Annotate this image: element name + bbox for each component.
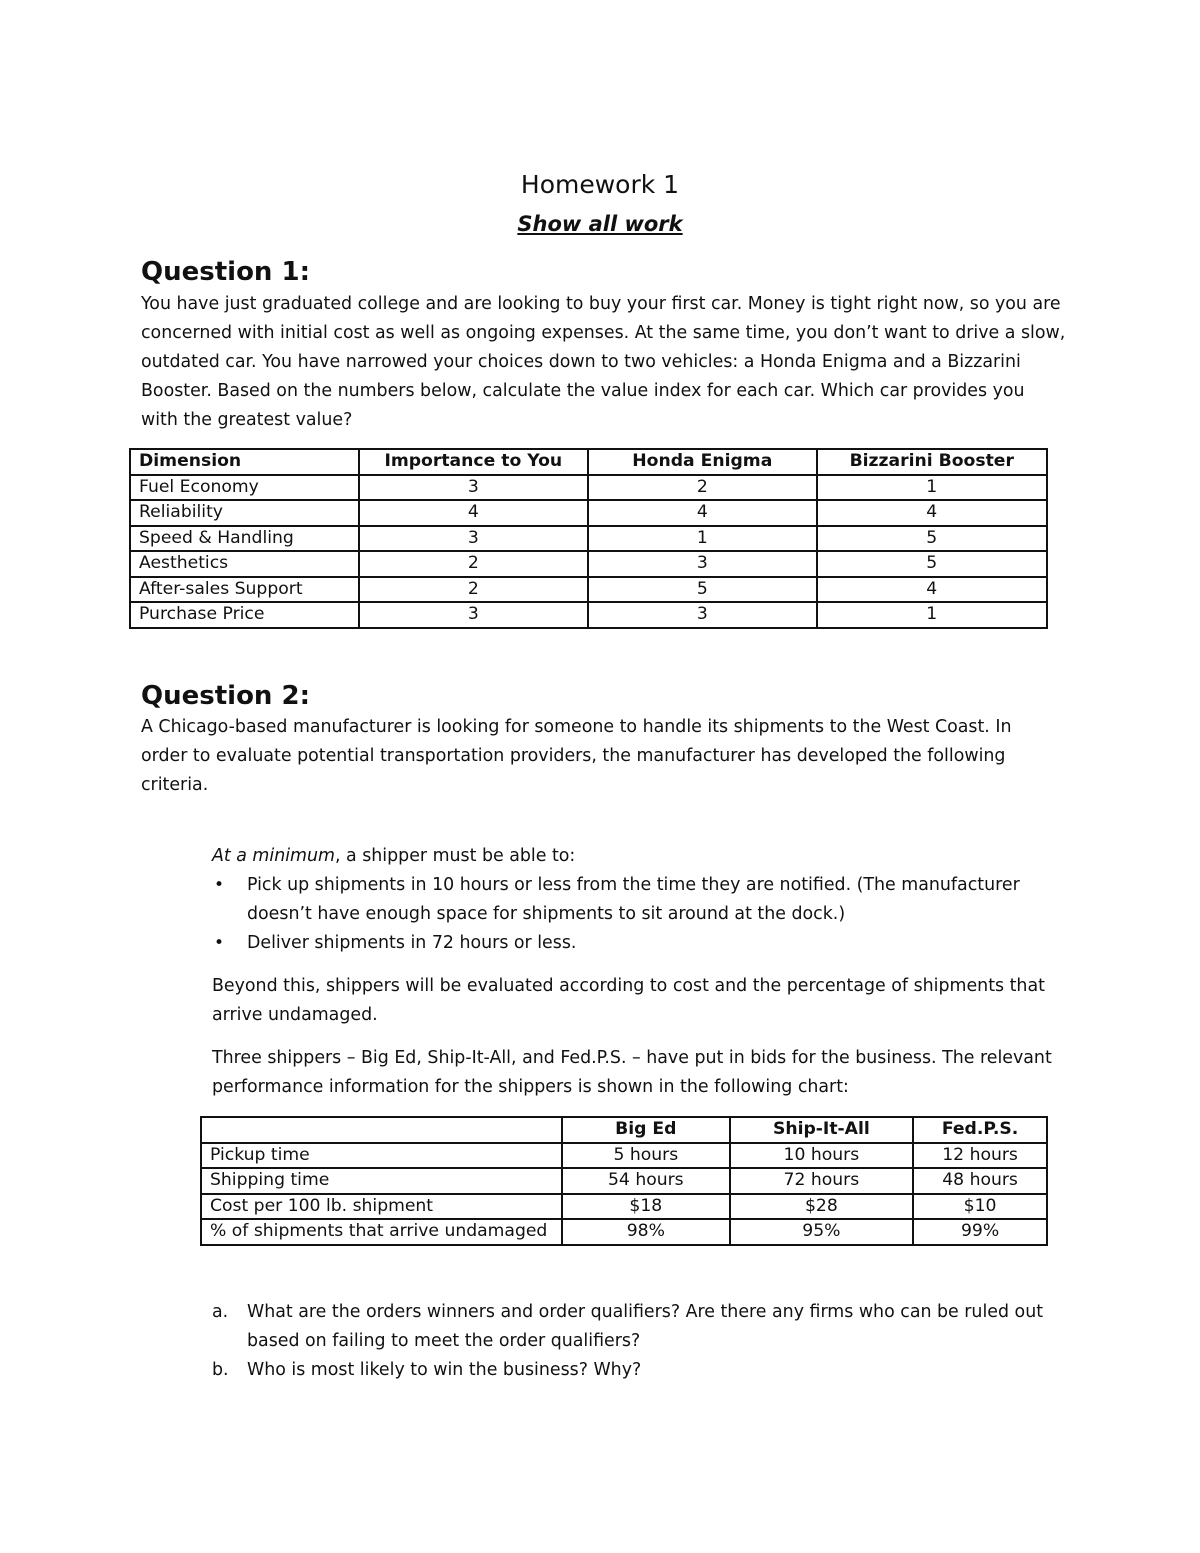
question-a-text: What are the orders winners and order qualifiers? Are there any firms who can be ruled out based on failing to meet the order qualifiers? bbox=[247, 1302, 1044, 1351]
minimum-italic: At a minimum bbox=[212, 846, 335, 866]
bullet-icon: • bbox=[214, 875, 225, 895]
table-row bbox=[130, 602, 1047, 628]
table-cell: Fuel Economy bbox=[130, 475, 359, 501]
table-row bbox=[130, 577, 1047, 603]
table-cell: 2 bbox=[588, 475, 816, 501]
table-cell: 4 bbox=[359, 500, 589, 526]
header-cell: Dimension bbox=[130, 449, 359, 475]
minimum-requirements-intro bbox=[212, 842, 1052, 871]
table-cell: 3 bbox=[359, 475, 589, 501]
question-1-text: You have just graduated college and are looking to buy your first car. Money is tight right now, so you are concerned with initial cost as well as ongoing expenses. At the same time, you don’t want to drive a slow, outdated car. You have narrowed your choices down to two vehicles: a Honda Enigma and a Bizzarini Booster. Based on the numbers below, calculate the value index for each car. Which car provides you with the greatest value? bbox=[141, 294, 1066, 430]
table-cell: After-sales Support bbox=[130, 577, 359, 603]
table-cell: Aesthetics bbox=[130, 551, 359, 577]
question-b-label: b. bbox=[212, 1360, 229, 1380]
table-cell: 95% bbox=[730, 1219, 914, 1245]
table-cell: 4 bbox=[817, 577, 1048, 603]
header-cell: Bizzarini Booster bbox=[817, 449, 1048, 475]
table-row bbox=[130, 500, 1047, 526]
table-cell: 72 hours bbox=[730, 1168, 914, 1194]
table-cell: 10 hours bbox=[730, 1143, 914, 1169]
table-cell: 2 bbox=[359, 551, 589, 577]
question-a-label: a. bbox=[212, 1302, 229, 1322]
question-1-heading: Question 1: bbox=[141, 257, 310, 287]
header-cell: Importance to You bbox=[359, 449, 589, 475]
header-cell: Honda Enigma bbox=[588, 449, 816, 475]
table-cell: Purchase Price bbox=[130, 602, 359, 628]
table-cell: 48 hours bbox=[913, 1168, 1047, 1194]
table-row bbox=[201, 1194, 1047, 1220]
table-cell: $18 bbox=[562, 1194, 730, 1220]
evaluation-paragraph: Beyond this, shippers will be evaluated according to cost and the percentage of shipments that arrive undamaged. bbox=[212, 976, 1045, 1025]
table-cell: $28 bbox=[730, 1194, 914, 1220]
table-cell: Pickup time bbox=[201, 1143, 562, 1169]
table-row bbox=[130, 475, 1047, 501]
table-cell: 98% bbox=[562, 1219, 730, 1245]
table-cell: 5 hours bbox=[562, 1143, 730, 1169]
minimum-rest: , a shipper must be able to: bbox=[334, 846, 576, 866]
table-cell: $10 bbox=[913, 1194, 1047, 1220]
table-cell: 3 bbox=[588, 551, 816, 577]
table-row bbox=[201, 1168, 1047, 1194]
page-subtitle: Show all work bbox=[517, 212, 683, 236]
header-cell: Ship-It-All bbox=[730, 1117, 914, 1143]
table-cell: 99% bbox=[913, 1219, 1047, 1245]
shippers-paragraph: Three shippers – Big Ed, Ship-It-All, and Fed.P.S. – have put in bids for the business. The relevant performance information for the shippers is shown in the following chart: bbox=[212, 1048, 1052, 1097]
table-cell: Speed & Handling bbox=[130, 526, 359, 552]
table-cell: Reliability bbox=[130, 500, 359, 526]
header-cell bbox=[201, 1117, 562, 1143]
table-cell: 4 bbox=[817, 500, 1048, 526]
bullet-text: Pick up shipments in 10 hours or less from the time they are notified. (The manufacturer doesn’t have enough space for shipments to sit around at the dock.) bbox=[247, 875, 1020, 924]
bullet-icon: • bbox=[214, 933, 225, 953]
shipper-table bbox=[200, 1116, 1048, 1246]
table-row bbox=[201, 1143, 1047, 1169]
table-row bbox=[130, 526, 1047, 552]
table-cell: 4 bbox=[588, 500, 816, 526]
page-title: Homework 1 bbox=[520, 170, 680, 199]
header-cell: Fed.P.S. bbox=[913, 1117, 1047, 1143]
table-header-row bbox=[130, 449, 1047, 475]
table-cell: Shipping time bbox=[201, 1168, 562, 1194]
table-cell: Cost per 100 lb. shipment bbox=[201, 1194, 562, 1220]
table-cell: 3 bbox=[588, 602, 816, 628]
table-cell: 5 bbox=[588, 577, 816, 603]
table-cell: 1 bbox=[817, 475, 1048, 501]
question-b-text: Who is most likely to win the business? Why? bbox=[247, 1360, 642, 1380]
question-2-heading: Question 2: bbox=[141, 681, 310, 711]
table-cell: 12 hours bbox=[913, 1143, 1047, 1169]
table-cell: 2 bbox=[359, 577, 589, 603]
table-header-row bbox=[201, 1117, 1047, 1143]
table-cell: 1 bbox=[817, 602, 1048, 628]
question-2-text: A Chicago-based manufacturer is looking for someone to handle its shipments to the West Coast. In order to evaluate potential transportation providers, the manufacturer has developed the following criteria. bbox=[141, 717, 1012, 795]
table-cell: 54 hours bbox=[562, 1168, 730, 1194]
value-index-table bbox=[129, 448, 1048, 629]
table-cell: 3 bbox=[359, 602, 589, 628]
table-cell: 5 bbox=[817, 526, 1048, 552]
table-cell: % of shipments that arrive undamaged bbox=[201, 1219, 562, 1245]
table-row bbox=[201, 1219, 1047, 1245]
bullet-text: Deliver shipments in 72 hours or less. bbox=[247, 933, 577, 953]
table-row bbox=[130, 551, 1047, 577]
header-cell: Big Ed bbox=[562, 1117, 730, 1143]
table-cell: 1 bbox=[588, 526, 816, 552]
table-cell: 3 bbox=[359, 526, 589, 552]
table-cell: 5 bbox=[817, 551, 1048, 577]
